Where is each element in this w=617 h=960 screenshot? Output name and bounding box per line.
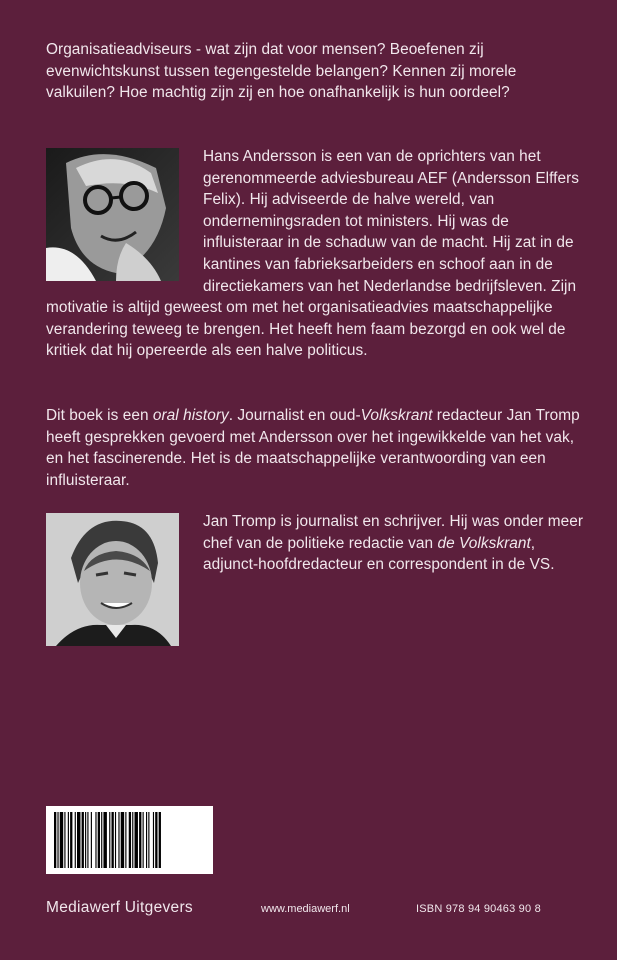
barcode-bar — [129, 812, 131, 868]
isbn: ISBN 978 94 90463 90 8 — [416, 903, 541, 915]
hans-bio-text: Hans Andersson is een van de oprichters van het gerenommeerde adviesbureau AEF (Andersson Elffers Felix). Hij adviseerde de halve wereld, van ondernemingsraden tot ministers. Hij was de influisteraar in de schaduw van de macht. Hij zat in de kantines van fabrieksarbeiders en schoof aan in de directiekamers van het Nederlandse bedrijfsleven. Zijn motivatie is altijd geweest om met het organisatieadvies maatschappelijke verandering teweeg te brengen. Het heeft hem faam bezorgd en ook wel de kritiek dat hij opereerde als een halve politicus. — [46, 148, 580, 360]
barcode-bar — [91, 812, 92, 868]
barcode-bar — [54, 812, 56, 868]
oral-text-italic-2: Volkskrant — [360, 407, 433, 424]
barcode-bar — [98, 812, 100, 868]
oral-text-2: . Journalist en oud- — [228, 407, 361, 424]
oral-text-3: redacteur Jan Tromp heeft gesprekken gevoerd met Andersson over het ingewikkelde van het vak, en het fascinerende. Het is de maatschappelijke verantwoording van een influisteraar. — [46, 407, 580, 489]
barcode-bar — [75, 812, 76, 868]
barcode-bar — [112, 812, 114, 868]
barcode-bar — [82, 812, 84, 868]
barcode-bar — [155, 812, 157, 868]
barcode-bar — [159, 812, 161, 868]
barcode-bar — [121, 812, 124, 868]
jan-bio-text-2: , adjunct-hoofdredacteur en correspondent in de VS. — [203, 534, 555, 574]
author-bio-hans-andersson — [46, 146, 586, 362]
barcode-bar — [95, 812, 96, 868]
barcode-bar — [101, 812, 102, 868]
barcode-bar — [139, 812, 141, 868]
barcode-bar — [77, 812, 80, 868]
barcode-bar — [85, 812, 86, 868]
barcode-bar — [135, 812, 138, 868]
barcode-bar — [143, 812, 144, 868]
oral-history-paragraph — [46, 405, 586, 491]
barcode-bar — [132, 812, 133, 868]
publisher-name: Mediawerf Uitgevers — [46, 899, 193, 916]
intro-paragraph: Organisatieadviseurs - wat zijn dat voor mensen? Beoefenen zij evenwichtskunst tussen tegengestelde belangen? Kennen zij morele valkuilen? Hoe machtig zijn zij en hoe onafhankelijk is hun oordeel? — [46, 41, 517, 102]
barcode-bar — [70, 812, 72, 868]
oral-text-italic-1: oral history — [152, 407, 229, 424]
barcode-bar — [153, 812, 154, 868]
barcode-bar — [103, 812, 106, 868]
barcode-bar — [125, 812, 126, 868]
barcode-bar — [146, 812, 147, 868]
hans-andersson-portrait — [46, 148, 179, 281]
author-bio-jan-tromp — [46, 511, 586, 646]
jan-bio-text-1: Jan Tromp is journalist en schrijver. Hij was onder meer chef van de politieke redactie van — [203, 513, 584, 552]
barcode-bar — [60, 812, 63, 868]
barcode-bar — [64, 812, 65, 868]
barcode-bar — [87, 812, 88, 868]
jan-bio-italic: de Volkskrant — [437, 534, 531, 552]
barcode-bar — [57, 812, 58, 868]
oral-text-1: Dit boek is een — [46, 407, 153, 424]
barcode-bar — [115, 812, 116, 868]
jan-tromp-portrait — [46, 513, 179, 646]
barcode-bar — [109, 812, 110, 868]
barcode-bar — [118, 812, 119, 868]
publisher-website: www.mediawerf.nl — [261, 903, 350, 915]
barcode — [46, 806, 213, 874]
barcode-bar — [68, 812, 69, 868]
barcode-bar — [148, 812, 149, 868]
